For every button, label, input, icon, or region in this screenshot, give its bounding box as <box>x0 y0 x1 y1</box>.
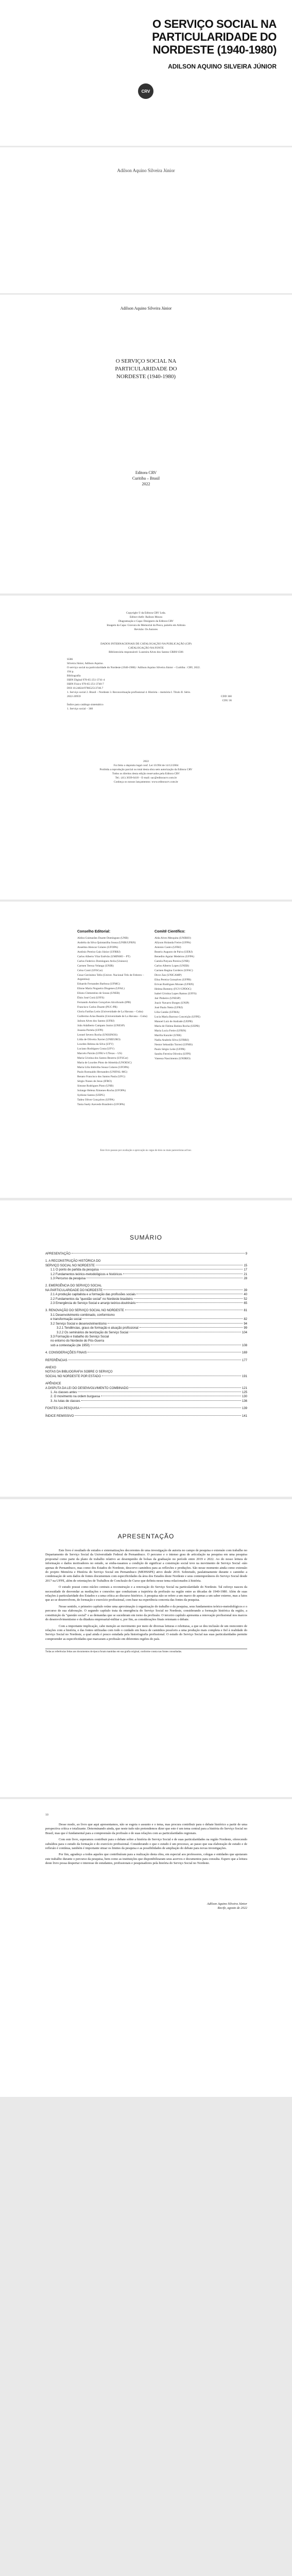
toc-entry <box>45 1339 247 1343</box>
catalog-row-text: ISBN Digital 978-65-251-3741-4 <box>67 679 105 682</box>
catalog-row-text: 2022-20959 <box>67 695 81 698</box>
council-member: Josania Portela (UFPI) <box>77 1029 104 1032</box>
catalog-row <box>67 703 232 707</box>
toc-entry <box>45 1335 247 1339</box>
council-member: Andréia da Silva Quintanilha Sousa (UNIR/UFRN) <box>77 941 136 944</box>
council-member: Francisco Carlos Duarte (PUC-PR) <box>77 1006 117 1009</box>
council-member: Leonel Severo Rocha (UNISINOS) <box>77 1033 118 1037</box>
toc-entry <box>45 1268 247 1272</box>
signature-block <box>207 1902 247 1911</box>
signature-name: Adilson Aquino Silveira Júnior <box>207 1902 247 1906</box>
toc-page-number: 15 <box>244 1264 247 1267</box>
committee-member: Isabel Cristina Lopes Ramos (UFFS) <box>154 992 197 995</box>
council-member: Aldira Guimarães Duarte Domínguez (UNB) <box>77 937 129 940</box>
editorial-council-title: Conselho Editorial: <box>77 930 111 934</box>
toc-entry-text: APRESENTAÇÃO <box>45 1252 71 1256</box>
toc-page-number: 108 <box>242 1344 247 1347</box>
toc-entry-text: APÊNDICE <box>45 1382 61 1386</box>
toc-page-number: 136 <box>242 1399 247 1403</box>
committee-member: Carlos Alberto Lopes (UNEB) <box>154 964 190 968</box>
toc-entry <box>45 1399 247 1403</box>
toc-page-number: 52 <box>244 1297 247 1301</box>
catalog-row-text: Índice para catálogo sistemático <box>67 703 104 706</box>
toc-entry-text: 1.1 O ponto de partida da pesquisa <box>50 1268 99 1272</box>
catalog-row-text: S586 <box>67 658 73 661</box>
publisher-name: Editora CRV <box>135 470 157 475</box>
toc-page-number: 104 <box>242 1331 247 1334</box>
toc-entry <box>45 1406 247 1411</box>
catalog-row <box>67 657 232 662</box>
toc-leader <box>140 1327 243 1328</box>
committee-member: Allyson Holanda Freire (UFPA) <box>154 941 191 944</box>
toc-entry-text: 3.1 Desenvolvimento combinado, conformismo <box>50 1313 115 1317</box>
committee-member: Erivan Rodrigues Moraes (UFRN) <box>154 983 194 986</box>
council-member: Fernando Antônio Gonçalves Alcoforado (IPB) <box>77 1001 131 1004</box>
toc-entry <box>45 1359 247 1363</box>
committee-member: Nestor Sebastião Torresi (UFMS) <box>154 1043 193 1046</box>
committee-member: Sandra Ferreira Oliveira (UFPI) <box>154 1053 191 1056</box>
catalog-row <box>67 662 232 666</box>
catalog-row-text: 1. Serviço social 2. Brasil – Nordeste 3. Reconceituação profissional 4. História – memória I. Título II. Série. <box>67 691 191 694</box>
council-member: Tadeu Oliver Gonçalves (UFPA) <box>77 1098 114 1101</box>
council-member: Gloria Fariñas León (Universidade de La Havana – Cuba) <box>77 1010 143 1013</box>
council-member: Sydione Santos (UEPG) <box>77 1094 105 1097</box>
council-member: Elione Maria Nogueira Diogenes (UFAL) <box>77 987 125 990</box>
toc-entry-text: 4. CONSIDERAÇÕES FINAIS <box>45 1351 87 1355</box>
toc-page-number: 17 <box>244 1268 247 1272</box>
council-member: Jailson Alves dos Santos (UFRJ) <box>77 1020 115 1023</box>
toc-entry <box>45 1259 247 1263</box>
title-page <box>0 295 292 594</box>
legal-line: Foi feito o depósito legal conf. Lei 10.994 de 14/12/2004 <box>113 764 179 767</box>
toc-entry-text: NOTAS DA BIBLIOGRAFIA SOBRE O SERVIÇO <box>45 1370 113 1374</box>
toc-page-number: 81 <box>244 1309 247 1313</box>
presentation-paragraph: Nesse sentido, o primeiro capítulo reúne uma aproximação à organização do trabalho e da pesquisa, seus fundamentos teórico-metodológicos e o percurso de sua elaboração. O segundo capítulo trata da emergência do Serviço Social no Nordeste, considerando a formação histórica da região, a constituição da "questão social" e as demandas que se sucederam em torno da profissão. O terceiro capítulo apresenta a renovação profissional nos marcos do desenvolvimentismo e da ditadura empresarial-militar e, por fim, as considerações finais retomam o debate. <box>45 1604 247 1622</box>
council-member: Paulo Romualdo Hernandes (UNIFAL-MG) <box>77 1071 128 1074</box>
committee-member: Maria de Fátima Batista Rocha (UEPB) <box>154 1025 200 1028</box>
toc-entry-text: 3.2.1 Tendências, graus de formação e atuação profissional <box>57 1327 139 1330</box>
council-member: Maria Cristina dos Santos Bezerra (UFSCar) <box>77 1057 128 1060</box>
committee-member: Marília Kunzler (UNB) <box>154 1034 181 1037</box>
toc-entry <box>45 1351 247 1355</box>
catalog-row <box>67 666 232 670</box>
toc-leader <box>75 1415 241 1416</box>
committee-member: Beatriz Augusto de Paiva (UERJ) <box>154 951 193 954</box>
presentation-paragraph: Com este livro, esperamos contribuir para o debate sobre a história do Serviço Social e de suas particularidades na região Nordeste, oferecendo subsídios para o estudo da formação e do exercício profissional. Considerando o que o estudo é um processo, ao passo que sua elaboração de estudo e de reflexão é contínua, também é importante situar os limites da pesquisa e as possibilidades de ampliação do debate para novas investigações. <box>45 1838 247 1851</box>
council-member: Maria de Lourdes Pinto de Almeida (UNOESC) <box>77 1061 132 1064</box>
toc-page-number: 99 <box>244 1327 247 1330</box>
committee-member: Nadia Anabela Silva (UFRRJ) <box>154 1039 189 1042</box>
cover-title-line: NORDESTE (1940-1980) <box>152 43 277 56</box>
council-member: Lídia de Oliveira Xavier (UNIEURO) <box>77 1038 121 1041</box>
credit-line: Diagramação e Capa: Designers da Editora CRV <box>118 620 174 623</box>
committee-member: Manoel Luiz de Andrade (UEPB) <box>154 1020 193 1023</box>
catalog-row <box>67 682 232 686</box>
toc-page-number: 177 <box>242 1359 247 1362</box>
half-title-author: Adilson Aquino Silveira Júnior <box>117 168 175 173</box>
toc-page-number: 39 <box>244 1289 247 1292</box>
council-member: Tania Suely Azevedo Brasileiro (UFOPA) <box>77 1103 125 1106</box>
toc-entry-text: A DISPUTA DA LEI DO DESENVOLVIMENTO COMBINADO <box>45 1386 129 1390</box>
toc-leader <box>108 1323 243 1324</box>
scientific-list <box>154 936 237 1061</box>
catalog-header-line: Bibliotecária responsável: Luzenira Alves dos Santos CRB9/1506 <box>109 651 183 654</box>
toc-page-number: 121 <box>242 1386 247 1390</box>
toc-entry-text: REFERÊNCIAS <box>45 1359 67 1362</box>
toc-leader <box>136 1302 243 1303</box>
toc-entry-text: e transformação social <box>50 1318 82 1321</box>
toc-entry <box>45 1322 247 1326</box>
credit-line: Copyright © da Editora CRV Ltda. <box>126 612 166 615</box>
catalog-row <box>67 674 232 678</box>
committee-member: Lucia Maria Barroso Conceição (UFPE) <box>154 1015 200 1019</box>
council-member: Élsio José Corá (UFFS) <box>77 996 105 999</box>
catalog-row <box>67 670 232 674</box>
council-member: Cesar Gerónimo Tello (Univer. Nacional Três de Febrero – Argentina) <box>77 974 144 981</box>
council-member: Carlos Alberto Vilar Estêvão (UMINHO – PT) <box>77 955 130 958</box>
toc-entry <box>45 1252 247 1256</box>
catalog-row <box>67 678 232 682</box>
toc-entry <box>45 1344 247 1348</box>
toc-entry <box>45 1370 247 1374</box>
empty-area <box>0 2099 292 2576</box>
toc-page-number: 82 <box>244 1318 247 1321</box>
toc-entry-text: ÍNDICE REMISSIVO <box>45 1414 74 1418</box>
presentation-paragraph: Desse modo, ao livro que aqui apresentamos, não se esgota o assunto e o tema, mas procura contribuir para o debate histórico a partir de uma perspectiva crítica e totalizante. Determinando ainda, que neste tudo não pretendemos dizer que este é um tema central para a história do Serviço Social no Brasil, mas que é fundamental para a compreensão da profissão e de suas relações com as particularidades regionais. <box>45 1823 247 1835</box>
toc-entry-text: 1.2 Fundamentos teórico-metodológicos e históricos <box>50 1273 123 1276</box>
committee-member: Joacir Navarro Borges (UNIP) <box>154 1002 190 1005</box>
toc-entry-text: 2.2 Fundamentos da "questão social" no Nordeste brasileiro <box>50 1297 133 1301</box>
legal-deposit <box>0 759 292 784</box>
toc-page-number: 141 <box>242 1414 247 1418</box>
presentation-title: APRESENTAÇÃO <box>117 1533 175 1540</box>
council-member: Antônio Pereira Gaio Júnior (UFRRJ) <box>77 951 121 954</box>
council-member: Carlos Federico Domínguez Avila (Unieuro) <box>77 960 128 963</box>
catalog-row-text: Bibliografia <box>67 674 81 677</box>
council-member: Guillermo Arias Beatón (Universidade de La Havana – Cuba) <box>77 1015 147 1018</box>
catalog-header-line: DADOS INTERNACIONAIS DE CATALOGAÇÃO NA PUBLICAÇÃO (CIP) <box>100 642 192 646</box>
toc-page-number: 191 <box>242 1375 247 1378</box>
toc-entry-text: ANEXO <box>45 1366 57 1369</box>
toc-leader <box>82 1318 243 1319</box>
toc-entry-text: SERVIÇO SOCIAL NO NORDESTE <box>45 1264 95 1267</box>
catalog-row-text: Silveira Júnior, Adilson Aquino. <box>67 662 104 665</box>
legal-line: Conheça os nossos lançamentos: www.editoracrv.com.br <box>114 781 178 784</box>
legal-line: 2022 <box>143 760 149 763</box>
toc-page-number: 125 <box>242 1391 247 1394</box>
cover-title-line: O SERVIÇO SOCIAL NA <box>152 18 277 30</box>
table-of-contents-page <box>0 1200 292 1497</box>
committee-member: Alda Alves Mesquita (UNIRIO) <box>154 937 191 940</box>
committee-member: Carmen Regina Cordeiro (UFAC) <box>154 969 193 972</box>
toc-page-number: 28 <box>244 1277 247 1281</box>
toc-entry <box>45 1326 247 1330</box>
toc-entry-text: 3. As lutas de classes <box>50 1399 80 1403</box>
presentation-paragraph: O estudo possui como núcleo centrais a reconstrução e a renovação do Serviço Social na particularidade do Nordeste. Tal esforço nasceu da necessidade de desvendar as mediações e conexões que conduziram a trajetória da profissão na região entre as décadas de 1940-1980. Além de suas relações à particularidade dos Estados e a uma crítica ao discurso histórico. A pesquisa não se refere a um marco de apenas a um saber externo, mas a fatos que ao se desenvolvem, de formação e exercício profissional, com base na experiência concreta das fontes da pesquisa. <box>45 1585 247 1602</box>
toc-page-number: 21 <box>244 1273 247 1276</box>
scientific-committee-title: Comitê Científico: <box>154 930 185 934</box>
toc-entry-text: 2.3 Emergência do Serviço Social e arranjo teórico-doutrinário <box>50 1302 136 1306</box>
catalog-header <box>0 642 292 654</box>
toc-entry <box>45 1395 247 1399</box>
presentation-page <box>0 1499 292 1797</box>
toc-page-number: 139 <box>242 1407 247 1411</box>
editorial-council <box>77 930 149 1107</box>
catalog-row-code: CDD 360 <box>220 695 232 698</box>
toc-entry-text: SOCIAL NO NORDESTE POR ESTADO <box>45 1375 101 1378</box>
peer-review-note: Este livro passou por avaliação e aprovação às cegas de dois ou mais pareceristas ad hoc. <box>100 1149 192 1152</box>
title-page-title <box>0 358 292 381</box>
council-member: Lourdes Helena da Silva (UFV) <box>77 1043 114 1046</box>
toc-entry <box>45 1277 247 1281</box>
crv-logo: CRV <box>138 83 153 99</box>
toc-entry-text: 1. A RECONSTRUÇÃO HISTÓRICA DO <box>45 1260 101 1263</box>
toc-entry <box>45 1297 247 1301</box>
toc-entry-text: 3.3 Formação e trabalho do Serviço Social <box>50 1335 109 1338</box>
catalog-row-text: ISBN Físico 978-65-251-3740-7 <box>67 683 104 686</box>
council-member: Eduardo Fernandes Barbosa (UFMG) <box>77 982 120 986</box>
committee-member: José Paulo Netto (UFRJ) <box>154 1006 183 1009</box>
council-member: Simone Rodrigues Pinto (UNB) <box>77 1084 114 1088</box>
toc-entry-text: 2. O movimento na ordem burguesa <box>50 1395 100 1399</box>
toc-page-number: 40 <box>244 1293 247 1297</box>
committee-member: Vanessa Nascimento (UNIRIO) <box>154 1057 191 1060</box>
cover-title <box>152 18 277 56</box>
toc-entry <box>45 1289 247 1293</box>
toc-title: SUMÁRIO <box>129 1234 162 1241</box>
toc-entry <box>45 1313 247 1317</box>
catalog-header-line: CATALOGAÇÃO NA FONTE <box>128 647 164 650</box>
council-member: Luciano Rodrigues Costa (UFV) <box>77 1047 114 1050</box>
toc-entry <box>45 1273 247 1277</box>
title-line: NORDESTE (1940-1980) <box>116 374 176 380</box>
committee-member: Camila Potyara Pereira (UNB) <box>154 960 190 963</box>
toc-page-number: 9 <box>245 1252 247 1256</box>
toc-entry <box>45 1382 247 1386</box>
catalog-row-text: O serviço social na particularidade do Nordeste (1940-1980) / Adilson Aquino Silveira Júnior – Curitiba : CRV, 2022. <box>67 666 200 669</box>
committee-member: Antonio Castro (UFRJ) <box>154 946 181 949</box>
toc-page-number: 65 <box>244 1302 247 1306</box>
credit-line: Editor-chefe: Railson Moura <box>129 616 163 619</box>
committee-member: Lília Cantão (UFMA) <box>154 1011 180 1014</box>
council-member: Anselmo Alencar Colares (UFOPA) <box>77 946 118 949</box>
toc-leader <box>129 1387 241 1388</box>
publisher-block <box>0 470 292 487</box>
toc-leader <box>81 1400 241 1401</box>
editorial-list <box>77 936 149 1107</box>
page-number: 10 <box>45 1814 48 1817</box>
catalog-row <box>67 694 232 699</box>
toc-entry-text: 2. EMERGÊNCIA DO SERVIÇO SOCIAL <box>45 1284 102 1288</box>
title-page-author: Adilson Aquino Silveira Júnior <box>120 306 172 311</box>
presentation-paragraph: Por fim, agradeço a todos aqueles que contribuíram para a realização desta obra, em especial aos professores, colegas e entidades que apoiaram este trabalho durante o percurso da pesquisa, bem como as instituições que disponibilizaram seus acervos e documentos para consulta. Espero que a leitura deste livro possa despertar o interesse de estudantes, profissionais e pesquisadores pela história do Serviço Social no Nordeste. <box>45 1853 247 1866</box>
presentation-continued-page <box>0 1799 292 2097</box>
council-member: Solange Helena Ximenes-Rocha (UFOPA) <box>77 1089 126 1092</box>
toc-entry-text: FONTES DA PESQUISA <box>45 1407 80 1411</box>
legal-line: Todos os direitos desta edição reservados pela Editora CRV <box>112 772 180 775</box>
editorial-council-page <box>0 902 292 1198</box>
presentation-continued-body <box>45 1823 247 1868</box>
title-line: O SERVIÇO SOCIAL NA <box>115 358 177 364</box>
toc-entry-text: 3.2.2 Os seminários de teorização do Serviço Social <box>57 1331 129 1334</box>
toc-entry-text: 3.2 Serviço Social e desenvolvimentismo <box>50 1322 107 1326</box>
half-title-page <box>0 147 292 293</box>
toc-entry <box>45 1366 247 1370</box>
toc-entry-text: 2.1 A produção capitalista e a formação das profissões sociais <box>50 1293 136 1297</box>
toc-entry <box>45 1331 247 1335</box>
catalog-row-text: 1. Serviço social – 360 <box>67 707 93 710</box>
copyright-credits <box>0 611 292 632</box>
council-member: Elizeu Clementino de Souza (UNEB) <box>77 992 120 995</box>
catalog-row <box>67 686 232 690</box>
legal-line: Tel.: (41) 3039-6418 – E-mail: sac@editoracrv.com.br <box>115 776 177 779</box>
catalog-record <box>67 657 232 711</box>
cover-author: ADILSON AQUINO SILVEIRA JÚNIOR <box>168 63 277 70</box>
book-cover <box>0 0 292 146</box>
toc-page-number: 94 <box>244 1322 247 1326</box>
copyright-page <box>0 596 292 900</box>
presentation-paragraph: Com a importante implicação, cabe menção ao movimento por meio de diversas leituras e releituras, a que se deu inclusão de um reencontro de relações com a história, e das fontes utilizadas com todo o cuidado em busca de caminhos possíveis a uma produção mais completa e fiel à realidade do Serviço Social no Nordeste, a qual ainda é pouco estudada pela historiografia profissional. O estudo do Serviço Social nas suas particularidades permite compreender as especificidades que marcaram a profissão em diferentes regiões do país. <box>45 1624 247 1641</box>
toc-entry-text: NA PARTICULARIDADE DO NORDESTE <box>45 1289 103 1292</box>
toc-entry-text: no entorno do Nordeste do Pós-Guerra <box>50 1340 105 1343</box>
toc-entry <box>45 1264 247 1268</box>
toc-list <box>45 1252 247 1418</box>
toc-entry <box>45 1414 247 1418</box>
presentation-body <box>45 1549 247 1656</box>
committee-member: Dirce Zan (UNICAMP) <box>154 974 182 977</box>
committee-member: Benedito Aguiar Medeiros (UFPA) <box>154 955 194 958</box>
council-member: Maria Lília Imbiriba Sousa Colares (UFOPA) <box>77 1066 129 1069</box>
toc-entry <box>45 1386 247 1391</box>
toc-page-number: 169 <box>242 1351 247 1355</box>
committee-member: Elisa Pereira Gonsalves (UFPB) <box>154 978 192 981</box>
committee-member: Maria Lucia Freire (UFRN) <box>154 1029 186 1032</box>
council-member: Marcelo Paixão (UFRJ e UTexas – US) <box>77 1052 122 1055</box>
catalog-row <box>67 707 232 711</box>
toc-entry <box>45 1375 247 1379</box>
council-member: João Adalberto Campato Junior (UNESP) <box>77 1024 125 1027</box>
title-line: PARTICULARIDADE DO <box>115 366 177 372</box>
catalog-row <box>67 699 232 703</box>
presentation-paragraph: Este livro é resultado de estudos e sistematizações decorrentes de uma investigação de autoria no campo de pesquisa e extensão com trabalho no Departamento de Serviço Social da Universidade Federal de Pernambuco. O percurso e o intenso grau de articulação na pesquisa em uma pesquisa proposital como parte da plano de trabalho relativo ao desempenho de bolsas da graduação no período entre 2019 e 2022. Ao do nosso leitura de informação e dados motivadores no estudo, se emba-rasamos a condição de significar a construção social teve na movimento de Serviço Social -não apenas de Pernambuco, mas como dos Estados do Nordeste, descorvo caminhos para as reflexões e produções. São nesse momento ainda como extensão do projeto Memória e História do Serviço Social em Pernambuco (MEHSSPE) ativo desde 2019. Sobretudo, paulatinamente durante o caminho a condensação de sem dados de fontes documentais com especificidades da área dos Estados deste Nordeste e seus contemporâneos do Serviço Social desde 2017 na UFPE, além de orientações de Trabalhos de Conclusão de Curso que definiu nesse tema relacionados à história. <box>45 1549 247 1583</box>
council-member: Sérgio Nunes de Jesus (IFRO) <box>77 1080 112 1083</box>
committee-member: Paulo Sérgio Leite (UFPR) <box>154 1048 185 1051</box>
toc-page-number: 130 <box>242 1395 247 1399</box>
catalog-row-code: CDU 36 <box>222 699 232 702</box>
toc-entry-text: sob a contestação (de 1950) <box>50 1344 90 1347</box>
cover-title-line: PARTICULARIDADE DO <box>152 30 277 43</box>
legal-line: Proibida a reprodução parcial ou total desta obra sem autorização da Editora CRV <box>99 768 193 771</box>
publisher-city: Curitiba – Brasil <box>132 476 160 481</box>
toc-entry <box>45 1301 247 1306</box>
committee-member: Jair Pinheiro (UNESP) <box>154 997 181 1000</box>
footnote: Todas as referências feitas aos documentos de época foram mantidas em sua grafia original, conforme consta nas fontes consultadas. <box>45 1649 247 1654</box>
toc-entry <box>45 1293 247 1297</box>
catalog-row <box>67 690 232 694</box>
catalog-row-text: DOI 10.24824/978652513740.7 <box>67 687 104 690</box>
credit-line: Revisão: Os Autores <box>134 628 158 631</box>
toc-leader <box>134 1298 243 1299</box>
signature-date: Recife, agosto de 2022 <box>217 1906 247 1910</box>
toc-entry-text: 1.3 Percurso da pesquisa <box>50 1277 86 1281</box>
committee-member: Helena Bomeny (FGV/CPDOC) <box>154 988 192 991</box>
toc-entry <box>45 1284 247 1288</box>
scientific-committee <box>154 930 237 1061</box>
council-member: Renato Francisco dos Santos Paula (UFG) <box>77 1075 126 1078</box>
toc-entry-text: 3. RENOVAÇÃO DO SERVIÇO SOCIAL NO NORDESTE <box>45 1309 124 1313</box>
toc-entry <box>45 1317 247 1321</box>
toc-entry-text: 1. As classes antes <box>50 1391 77 1394</box>
toc-entry <box>45 1309 247 1313</box>
catalog-row-text: 194 p. <box>67 670 74 673</box>
publisher-year: 2022 <box>142 482 150 486</box>
council-member: Carmen Tereza Velanga (UNIR) <box>77 964 114 968</box>
council-member: Celso Conti (UFSCar) <box>77 969 103 972</box>
credit-line: Imagem da Capa: Gravura do Memorial da Pesca, painéis em Aldraia <box>107 624 185 627</box>
toc-entry <box>45 1391 247 1395</box>
